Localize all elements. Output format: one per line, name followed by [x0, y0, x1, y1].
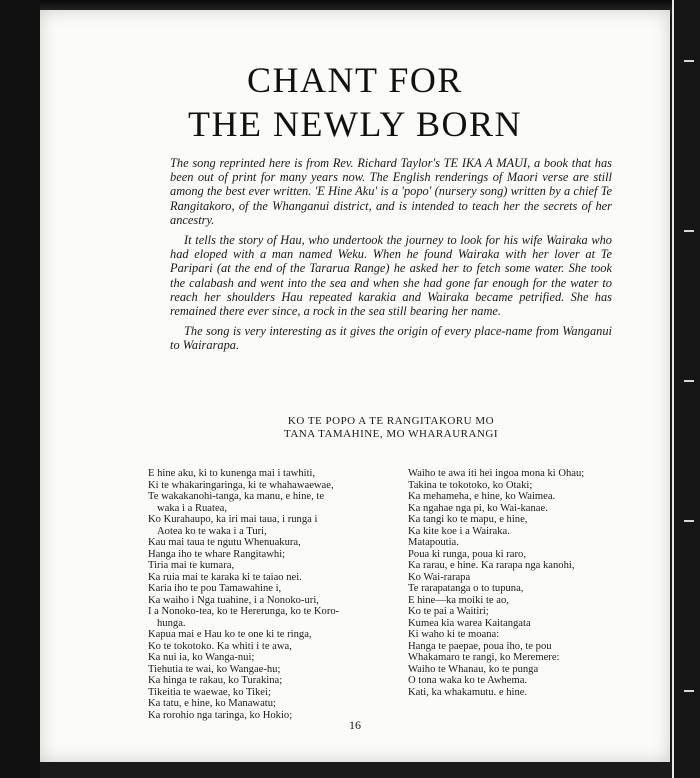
song-line: waka i a Ruatea, — [157, 502, 228, 514]
song-line: Tiehutia te wai, ko Wangae-hu; — [148, 663, 281, 675]
binding-stitch — [684, 520, 694, 522]
song-line: Poua ki runga, poua ki raro, — [408, 548, 526, 560]
song-line: Ka mehameha, e hine, ko Waimea. — [408, 491, 556, 502]
song-line: Tiria mai te kumara, — [148, 560, 235, 571]
intro-text — [170, 156, 612, 359]
intro-paragraph: It tells the story of Hau, who undertook the journey to look for his wife Wairaka who had eloped with a man named Weku. When he found Wairaka with her lover at Te Paripari (at the end of the Tararua Range) he asked her to fetch some water. She took the calabash and went into the sea and when she had gone far enough for the water to reach her shoulders Hau repeated karakia and Wairaka became petrified. She has remained there ever since, a rock in the sea still bearing her name. — [170, 233, 612, 319]
song-line: hunga. — [157, 617, 186, 629]
song-line: Ka tatu, e hine, ko Manawatu; — [148, 698, 276, 709]
title-line-2: THE NEWLY BORN — [187, 104, 522, 144]
song-line: Kapua mai e Hau ko te one ki te ringa, — [148, 629, 312, 640]
song-line: Kau mai taua te ngutu Whenuakura, — [148, 537, 301, 548]
song-line: E hine—ka moiki te ao, — [408, 594, 509, 606]
song-line: Aotea ko te waka i a Turi, — [157, 525, 267, 537]
song-line: Hanga iho te whare Rangitawhi; — [148, 548, 286, 560]
binding-edge — [672, 0, 700, 778]
page-title — [40, 58, 670, 146]
document-page — [40, 10, 670, 762]
song-line: Takina te tokotoko, ko Otaki; — [408, 479, 533, 491]
scan-border-left — [0, 0, 40, 778]
binding-stitch — [684, 380, 694, 382]
intro-paragraph: The song reprinted here is from Rev. Richard Taylor's TE IKA A MAUI, a book that has been out of print for many years now. The English renderings of Maori verse are still among the best ever written. 'E Hine Aku' is a 'popo' (nursery song) written by a chief Te Rangitakoro, of the Whanganui district, and is intended to teach her the secrets of her ancestry. — [170, 156, 612, 227]
song-line: Te rarapatanga o to tupuna, — [408, 583, 524, 594]
song-line: Matapoutia. — [408, 537, 459, 548]
title-line-1: CHANT FOR — [247, 60, 463, 100]
song-line: E hine aku, ki to kunenga mai i tawhiti, — [148, 468, 316, 479]
song-line: Ko Wai-rarapa — [408, 571, 471, 583]
song-line: Ki waho ki te moana: — [408, 629, 500, 640]
song-line: Tikeitia te waewae, ko Tikei; — [148, 686, 271, 698]
song-heading — [170, 415, 612, 441]
song-line: Ka hinga te rakau, ko Turakina; — [148, 675, 283, 686]
song-line: Ko te pai a Waitiri; — [408, 606, 489, 617]
song-line: Ko te tokotoko. Ka whiti i te awa, — [148, 640, 292, 652]
song-column-right — [408, 468, 660, 698]
song-line: I a Nonoko-tea, ko te Hererunga, ko te Koro- — [148, 606, 340, 617]
song-heading-line-1: KO TE POPO A TE RANGITAKORU MO — [287, 415, 495, 427]
binding-stitch — [684, 230, 694, 232]
song-line: O tona waka ko te Awhema. — [408, 675, 528, 686]
song-line: Ka rorohio nga taringa, ko Hokio; — [148, 709, 293, 721]
song-line: Ka kite koe i a Wairaka. — [408, 525, 510, 537]
song-line: Whakamaro te rangi, ko Meremere: — [408, 652, 560, 663]
song-line: Ko Kurahaupo, ka iri mai taua, i runga i — [148, 514, 318, 525]
song-heading-line-2: TANA TAMAHINE, MO WHARAURANGI — [284, 428, 498, 440]
song-line: Ka ngahae nga pi, ko Wai-kanae. — [408, 502, 548, 514]
song-line: Ka ruia mai te karaka ki te taiao nei. — [148, 571, 302, 583]
song-column-left — [148, 468, 428, 721]
song-line: Te wakakanohi-tanga, ka manu, e hine, te — [148, 491, 325, 502]
intro-paragraph: The song is very interesting as it gives the origin of every place-name from Wanganui to Wairarapa. — [170, 324, 612, 353]
song-line: Ka rarau, e hine. Ka rarapa nga kanohi, — [408, 560, 575, 571]
page-number: 16 — [349, 718, 361, 732]
song-line: Hanga te paepae, poua iho, te pou — [408, 640, 552, 652]
binding-stitch — [684, 60, 694, 62]
song-line: Ki te whakaringaringa, ki te whahawaewae, — [148, 479, 334, 491]
song-line: Waiho te Whanau, ko te punga — [408, 663, 539, 675]
song-line: Ka nui ia, ko Wanga-nui; — [148, 652, 255, 663]
song-line: Ka tangi ko te mapu, e hine, — [408, 514, 528, 525]
song-line: Ka waiho i Nga tuahine, i a Nonoko-uri, — [148, 594, 319, 606]
song-line: Kumea kia warea Kaitangata — [408, 617, 531, 629]
binding-stitch — [684, 690, 694, 692]
song-line: Waiho te awa iti hei ingoa mona ki Ohau; — [408, 468, 585, 479]
song-line: Karia iho te pou Tamawahine i, — [148, 583, 282, 594]
song-line: Kati, ka whakamutu. e hine. — [408, 686, 528, 698]
